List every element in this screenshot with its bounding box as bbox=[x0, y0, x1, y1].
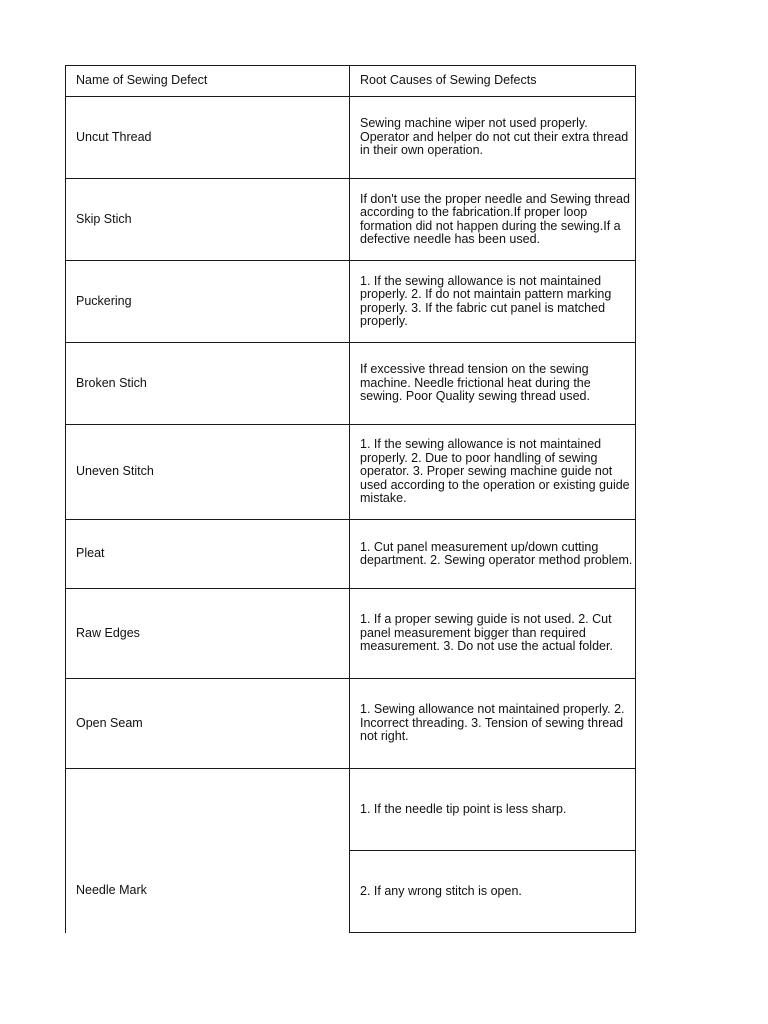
table-row bbox=[66, 589, 636, 679]
root-cause-cell: Sewing machine wiper not used properly. Operator and helper do not cut their extra thread in their own operation. bbox=[350, 97, 636, 179]
root-cause-cell: 1. If the needle tip point is less sharp. bbox=[350, 769, 636, 851]
table-header-row bbox=[66, 66, 636, 97]
table-row bbox=[66, 343, 636, 425]
table-row bbox=[66, 97, 636, 179]
root-cause-cell: 1. If the sewing allowance is not maintained properly. 2. If do not maintain pattern marking properly. 3. If the fabric cut panel is matched properly. bbox=[350, 261, 636, 343]
defect-name-cell: Uncut Thread bbox=[66, 97, 350, 179]
table-row bbox=[66, 520, 636, 589]
table-row bbox=[66, 679, 636, 769]
table-row bbox=[66, 425, 636, 520]
root-cause-cell: If excessive thread tension on the sewing machine. Needle frictional heat during the sewing. Poor Quality sewing thread used. bbox=[350, 343, 636, 425]
table-row bbox=[66, 179, 636, 261]
root-cause-cell: 2. If any wrong stitch is open. bbox=[350, 851, 636, 933]
table-row bbox=[66, 261, 636, 343]
column-header-cause: Root Causes of Sewing Defects bbox=[350, 66, 636, 97]
defect-name-cell: Puckering bbox=[66, 261, 350, 343]
root-cause-cell: If don't use the proper needle and Sewing thread according to the fabrication.If proper loop formation did not happen during the sewing.If a defective needle has been used. bbox=[350, 179, 636, 261]
table-row bbox=[66, 769, 636, 851]
column-header-defect: Name of Sewing Defect bbox=[66, 66, 350, 97]
sewing-defects-table bbox=[65, 65, 636, 933]
root-cause-cell: 1. Cut panel measurement up/down cutting department. 2. Sewing operator method problem. bbox=[350, 520, 636, 589]
defect-name-cell: Broken Stich bbox=[66, 343, 350, 425]
root-cause-cell: 1. If the sewing allowance is not maintained properly. 2. Due to poor handling of sewing operator. 3. Proper sewing machine guide not used according to the operation or existing guide mistake. bbox=[350, 425, 636, 520]
root-cause-cell: 1. Sewing allowance not maintained properly. 2. Incorrect threading. 3. Tension of sewing thread not right. bbox=[350, 679, 636, 769]
defect-name-cell: Pleat bbox=[66, 520, 350, 589]
defect-name-cell: Needle Mark bbox=[66, 769, 350, 933]
defect-name-cell: Raw Edges bbox=[66, 589, 350, 679]
root-cause-cell: 1. If a proper sewing guide is not used. 2. Cut panel measurement bigger than required measurement. 3. Do not use the actual folder. bbox=[350, 589, 636, 679]
defect-name-cell: Open Seam bbox=[66, 679, 350, 769]
defect-name-cell: Uneven Stitch bbox=[66, 425, 350, 520]
defect-name-cell: Skip Stich bbox=[66, 179, 350, 261]
